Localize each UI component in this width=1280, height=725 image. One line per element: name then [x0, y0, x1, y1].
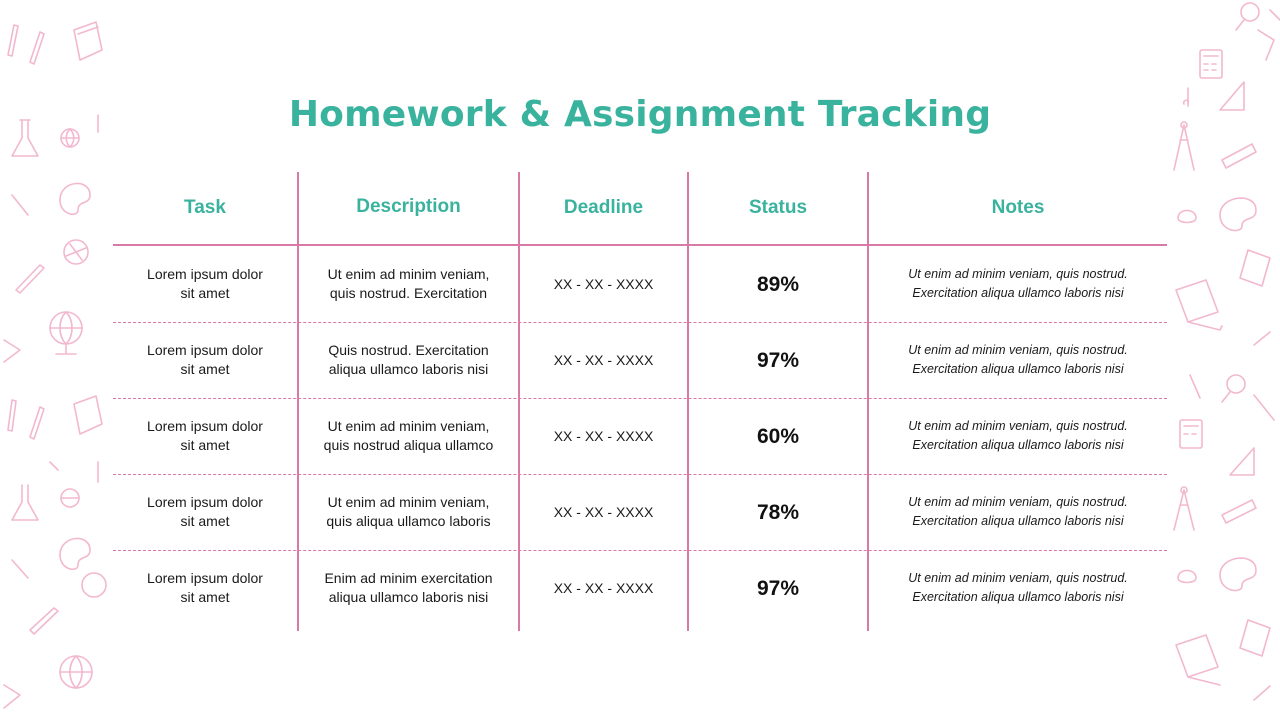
magnifier-icon — [1236, 3, 1259, 30]
description-line: aliqua ullamco laboris nisi — [328, 589, 489, 605]
description-line: Ut enim ad minim veniam, — [327, 266, 490, 282]
task-line: Lorem ipsum dolor — [147, 570, 263, 586]
calculator-icon — [1200, 50, 1222, 78]
palette-icon — [1220, 558, 1256, 590]
pencil-icon — [8, 400, 44, 439]
table-row — [113, 474, 1167, 550]
description-line: aliqua ullamco laboris nisi — [328, 361, 489, 377]
task-cell — [113, 246, 297, 322]
table-row — [113, 550, 1167, 626]
book-icon — [74, 396, 102, 434]
book-icon — [74, 22, 102, 60]
header-deadline: Deadline — [563, 197, 644, 218]
status-cell: 97% — [756, 576, 800, 600]
palette-icon — [1220, 198, 1256, 230]
notes-cell — [869, 398, 1167, 474]
deadline-cell: XX - XX - XXXX — [553, 351, 654, 368]
laptop-icon — [1176, 280, 1222, 330]
notes-line: Ut enim ad minim veniam, quis nostrud. — [908, 419, 1128, 433]
notes-line: Ut enim ad minim veniam, quis nostrud. — [908, 343, 1128, 357]
ball-icon — [82, 573, 106, 597]
status-cell: 60% — [756, 424, 800, 448]
notes-line: Ut enim ad minim veniam, quis nostrud. — [908, 571, 1128, 585]
task-line: sit amet — [180, 589, 230, 605]
description-line: quis nostrud. Exercitation — [329, 285, 488, 301]
status-cell: 78% — [756, 500, 800, 524]
description-line: Enim ad minim exercitation — [324, 570, 493, 586]
palette-icon — [60, 539, 90, 570]
task-line: Lorem ipsum dolor — [147, 342, 263, 358]
task-cell — [113, 398, 297, 474]
description-cell — [299, 246, 518, 322]
header-notes: Notes — [991, 197, 1045, 218]
globe-icon — [50, 312, 82, 354]
deadline-cell: XX - XX - XXXX — [553, 579, 654, 596]
status-cell: 97% — [756, 348, 800, 372]
page-title: Homework & Assignment Tracking — [288, 94, 992, 135]
description-cell — [299, 398, 518, 474]
deadline-cell: XX - XX - XXXX — [553, 427, 654, 444]
laptop-icon — [1176, 635, 1220, 685]
palette-icon — [60, 184, 90, 215]
header-task: Task — [184, 197, 226, 218]
description-cell — [299, 474, 518, 550]
task-line: Lorem ipsum dolor — [147, 418, 263, 434]
table-row — [113, 246, 1167, 322]
task-line: Lorem ipsum dolor — [147, 494, 263, 510]
notes-cell — [869, 322, 1167, 398]
description-line: Ut enim ad minim veniam, — [327, 418, 490, 434]
task-line: Lorem ipsum dolor — [147, 266, 263, 282]
deadline-cell: XX - XX - XXXX — [553, 503, 654, 520]
assignment-table — [113, 172, 1167, 632]
task-line: sit amet — [180, 361, 230, 377]
notes-line: Exercitation aliqua ullamco laboris nisi — [912, 286, 1124, 300]
notes-cell — [869, 246, 1167, 322]
notes-line: Exercitation aliqua ullamco laboris nisi — [912, 514, 1124, 528]
task-cell — [113, 322, 297, 398]
header-status: Status — [748, 197, 808, 218]
table-row — [113, 322, 1167, 398]
notes-cell — [869, 550, 1167, 626]
table-row — [113, 398, 1167, 474]
notes-cell — [869, 474, 1167, 550]
description-cell — [299, 550, 518, 626]
notes-line: Ut enim ad minim veniam, quis nostrud. — [908, 495, 1128, 509]
status-cell: 89% — [756, 272, 800, 296]
notes-line: Exercitation aliqua ullamco laboris nisi — [912, 362, 1124, 376]
notes-line: Ut enim ad minim veniam, quis nostrud. — [908, 267, 1128, 281]
ruler-icon — [1222, 500, 1256, 523]
globe-icon — [61, 489, 79, 507]
notes-line: Exercitation aliqua ullamco laboris nisi — [912, 590, 1124, 604]
description-line: Quis nostrud. Exercitation — [328, 342, 489, 358]
task-line: sit amet — [180, 513, 230, 529]
ball-icon — [64, 240, 88, 264]
description-line: Ut enim ad minim veniam, — [327, 494, 490, 510]
calculator-icon — [1180, 420, 1202, 448]
description-line: quis aliqua ullamco laboris — [326, 513, 491, 529]
task-line: sit amet — [180, 285, 230, 301]
pencil-icon — [8, 25, 44, 64]
header-description: Description — [356, 196, 461, 217]
task-line: sit amet — [180, 437, 230, 453]
magnifier-icon — [1222, 375, 1245, 402]
ruler-icon — [1222, 144, 1256, 168]
compass-icon — [1174, 487, 1194, 530]
description-cell — [299, 322, 518, 398]
notes-line: Exercitation aliqua ullamco laboris nisi — [912, 438, 1124, 452]
description-line: quis nostrud aliqua ullamco — [323, 437, 494, 453]
flask-icon — [12, 485, 38, 520]
task-cell — [113, 474, 297, 550]
deadline-cell: XX - XX - XXXX — [553, 275, 654, 292]
globe-icon — [60, 656, 92, 688]
task-cell — [113, 550, 297, 626]
